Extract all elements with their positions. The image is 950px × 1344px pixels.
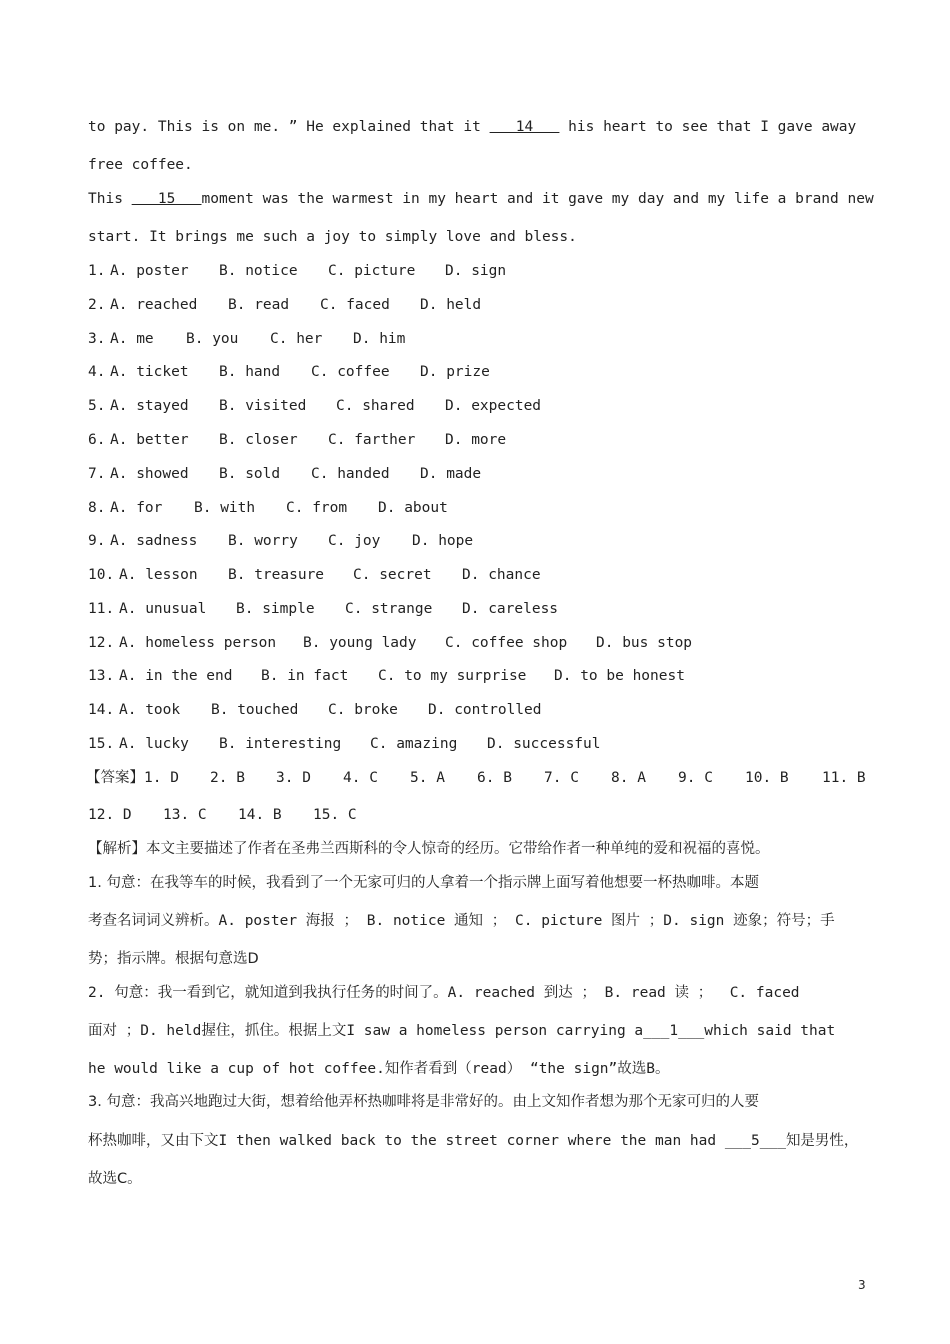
question-number: 5. — [88, 398, 106, 414]
analysis-1-line-3: 势；指示牌。根据句意选D — [88, 951, 259, 967]
question-number: 7. — [88, 466, 106, 482]
option-b: B. you — [186, 331, 239, 347]
answer-item: 14. B — [238, 807, 282, 823]
blank-5: ___5___ — [724, 1133, 786, 1149]
option-c: C. farther — [328, 432, 416, 448]
passage-line-2: free coffee. — [88, 157, 193, 173]
answer-item: 10. B — [745, 770, 789, 786]
passage-line-3 — [88, 189, 874, 209]
option-c: C. secret — [353, 567, 432, 583]
question-number: 11. — [88, 601, 115, 617]
analysis-2-line-3: he would like a cup of hot coffee.知作者看到（read） “the sign”故选B。 — [88, 1061, 670, 1077]
analysis-1-line-2: 考查名词词义辨析。A. poster 海报 ； B. notice 通知 ； C. picture 图片 ；D. sign 迹象；符号；手 — [88, 913, 835, 929]
option-b: B. worry — [228, 533, 298, 549]
passage-text: his heart to see that I gave away — [559, 119, 857, 135]
option-b: B. notice — [219, 263, 298, 279]
page-number: 3 — [858, 1278, 866, 1292]
answer-item: 3. D — [276, 770, 311, 786]
passage-line-1 — [88, 117, 856, 137]
option-a: A. lesson — [119, 567, 198, 583]
option-d: D. bus stop — [596, 635, 693, 651]
option-c: C. shared — [336, 398, 415, 414]
option-d: D. expected — [445, 398, 542, 414]
analysis-3-line-3: 故选C。 — [88, 1171, 142, 1187]
answer-item: 7. C — [544, 770, 579, 786]
analysis-1-line-1: 1. 句意：在我等车的时候，我看到了一个无家可归的人拿着一个指示牌上面写着他想要一杯热咖啡。本题 — [88, 875, 759, 891]
answer-item: 2. B — [210, 770, 245, 786]
analysis-3-line-2 — [88, 1131, 858, 1151]
question-number: 9. — [88, 533, 106, 549]
answer-item: 11. B — [822, 770, 866, 786]
option-d: D. hope — [412, 533, 474, 549]
option-a: A. sadness — [110, 533, 198, 549]
question-number: 6. — [88, 432, 106, 448]
answer-item: 15. C — [313, 807, 357, 823]
option-b: B. simple — [236, 601, 315, 617]
passage-text: This — [88, 191, 132, 207]
option-c: C. joy — [328, 533, 381, 549]
option-d: D. careless — [462, 601, 559, 617]
option-b: B. with — [194, 500, 256, 516]
analysis-text: 面对 ；D. held握住，抓住。根据上文I saw a homeless person carrying a — [88, 1023, 644, 1039]
option-d: D. sign — [445, 263, 507, 279]
answer-item: 6. B — [477, 770, 512, 786]
option-d: D. held — [420, 297, 482, 313]
question-number: 15. — [88, 736, 115, 752]
option-d: D. to be honest — [554, 668, 685, 684]
answer-item: 12. D — [88, 807, 132, 823]
option-b: B. hand — [219, 364, 281, 380]
question-number: 3. — [88, 331, 106, 347]
option-d: D. successful — [487, 736, 601, 752]
question-number: 2. — [88, 297, 106, 313]
option-d: D. about — [378, 500, 448, 516]
option-c: C. handed — [311, 466, 390, 482]
answer-row-2 — [88, 805, 357, 925]
option-a: A. lucky — [119, 736, 189, 752]
option-d: D. more — [445, 432, 507, 448]
option-b: B. in fact — [261, 668, 349, 684]
option-d: D. chance — [462, 567, 541, 583]
option-b: B. touched — [211, 702, 299, 718]
option-a: A. better — [110, 432, 189, 448]
option-c: C. strange — [345, 601, 433, 617]
option-a: A. unusual — [119, 601, 207, 617]
option-c: C. to my surprise — [378, 668, 527, 684]
option-c: C. picture — [328, 263, 416, 279]
analysis-2-line-2 — [88, 1021, 835, 1041]
passage-text: to pay. This is on me. ” He explained that it — [88, 119, 490, 135]
option-b: B. closer — [219, 432, 298, 448]
option-d: D. made — [420, 466, 482, 482]
analysis-3-line-1: 3. 句意：我高兴地跑过大街，想着给他弄杯热咖啡将是非常好的。由上文知作者想为那个无家可归的人要 — [88, 1094, 759, 1110]
option-d: D. him — [353, 331, 406, 347]
option-d: D. controlled — [428, 702, 542, 718]
blank-15: 15 — [131, 191, 202, 207]
answer-item: 1. D — [144, 770, 179, 786]
analysis-text: which said that — [704, 1023, 836, 1039]
analysis-text: 杯热咖啡，又由下文I then walked back to the street corner where the man had — [88, 1133, 725, 1149]
option-d: D. prize — [420, 364, 490, 380]
analysis-text: 本文主要描述了作者在圣弗兰西斯科的令人惊奇的经历。它带给作者一种单纯的爱和祝福的喜悦。 — [146, 841, 770, 857]
question-number: 14. — [88, 702, 115, 718]
analysis-2-line-1: 2. 句意：我一看到它，就知道到我执行任务的时间了。A. reached 到达 ； B. read 读 ； C. faced — [88, 985, 800, 1001]
option-b: B. visited — [219, 398, 307, 414]
option-c: C. amazing — [370, 736, 458, 752]
question-number: 1. — [88, 263, 106, 279]
option-a: A. me — [110, 331, 154, 347]
option-a: A. showed — [110, 466, 189, 482]
option-c: C. faced — [320, 297, 390, 313]
option-c: C. her — [270, 331, 323, 347]
option-c: C. coffee shop — [445, 635, 568, 651]
question-number: 12. — [88, 635, 115, 651]
option-b: B. interesting — [219, 736, 342, 752]
answer-label: 【答案】 — [86, 770, 144, 786]
answer-item: 5. A — [410, 770, 445, 786]
option-a: A. reached — [110, 297, 198, 313]
analysis-label: 【解析】 — [88, 841, 146, 857]
analysis-text: 知是男性， — [785, 1133, 859, 1149]
option-a: A. poster — [110, 263, 189, 279]
question-number: 4. — [88, 364, 106, 380]
option-a: A. for — [110, 500, 163, 516]
answer-item: 8. A — [611, 770, 646, 786]
answer-item: 9. C — [678, 770, 713, 786]
passage-line-4: start. It brings me such a joy to simply love and bless. — [88, 229, 577, 245]
option-a: A. in the end — [119, 668, 233, 684]
question-number: 8. — [88, 500, 106, 516]
blank-14: 14 — [489, 119, 560, 135]
analysis-intro — [88, 839, 770, 859]
blank-1: ___1___ — [643, 1023, 705, 1039]
option-b: B. young lady — [303, 635, 417, 651]
option-a: A. stayed — [110, 398, 189, 414]
question-number: 10. — [88, 567, 115, 583]
option-c: C. broke — [328, 702, 398, 718]
option-b: B. sold — [219, 466, 281, 482]
question-number: 13. — [88, 668, 115, 684]
option-a: A. took — [119, 702, 181, 718]
option-a: A. homeless person — [119, 635, 277, 651]
option-c: C. from — [286, 500, 348, 516]
option-b: B. read — [228, 297, 290, 313]
answer-item: 4. C — [343, 770, 378, 786]
option-b: B. treasure — [228, 567, 325, 583]
answer-item: 13. C — [163, 807, 207, 823]
option-a: A. ticket — [110, 364, 189, 380]
option-c: C. coffee — [311, 364, 390, 380]
passage-text: moment was the warmest in my heart and it gave my day and my life a brand new — [201, 191, 874, 207]
